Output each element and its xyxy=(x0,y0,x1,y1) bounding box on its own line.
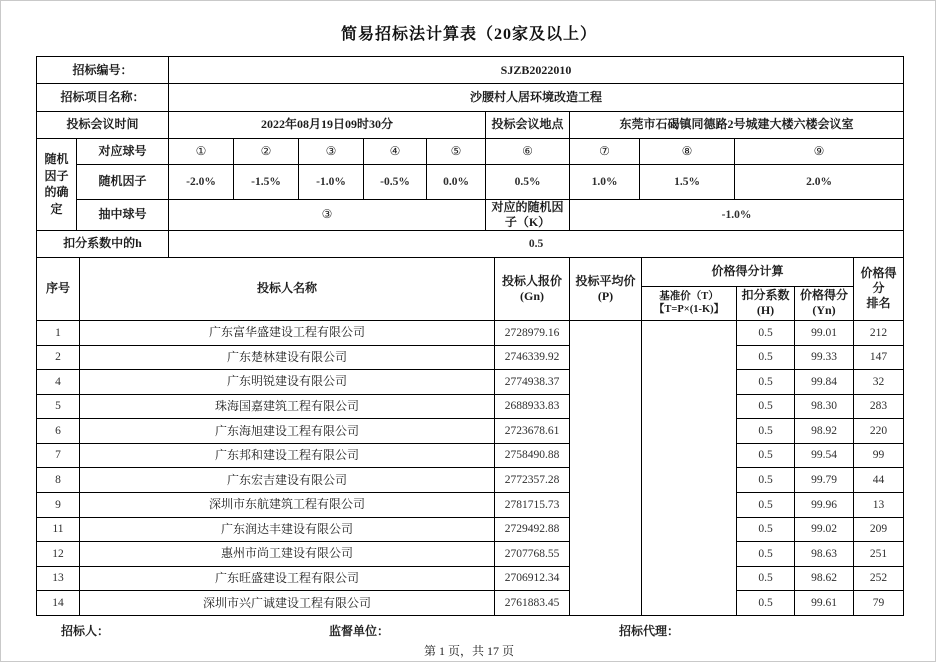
table-row xyxy=(37,345,904,370)
ball-9: ⑨ xyxy=(735,138,904,164)
bid-number-value: SJZB2022010 xyxy=(169,57,904,84)
col-header-calc-group: 价格得分计算 xyxy=(642,257,854,286)
score-rank: 220 xyxy=(854,419,904,444)
score-rank: 32 xyxy=(854,370,904,395)
score-rank: 209 xyxy=(854,517,904,542)
h-label: 扣分系数中的h xyxy=(37,230,169,257)
ball-1: ① xyxy=(169,138,234,164)
ball-8: ⑧ xyxy=(640,138,735,164)
col-header-score: 价格得分 (Yn) xyxy=(795,286,854,320)
info-table xyxy=(36,56,904,139)
main-table xyxy=(36,257,904,616)
price-score: 98.30 xyxy=(795,394,854,419)
price-score: 99.02 xyxy=(795,517,854,542)
row-no: 13 xyxy=(37,566,80,591)
bid-price: 2728979.16 xyxy=(495,320,570,345)
h-coef: 0.5 xyxy=(737,443,795,468)
row-no: 7 xyxy=(37,443,80,468)
bid-price: 2746339.92 xyxy=(495,345,570,370)
row-no: 11 xyxy=(37,517,80,542)
calc-sheet xyxy=(36,56,903,616)
project-name-label: 招标项目名称： xyxy=(37,84,169,111)
random-factor-table xyxy=(36,138,904,258)
bidder-name: 广东润达丰建设有限公司 xyxy=(80,517,495,542)
meeting-place-value: 东莞市石碣镇同德路2号城建大楼六楼会议室 xyxy=(570,111,904,138)
ball-6: ⑥ xyxy=(486,138,570,164)
score-rank: 99 xyxy=(854,443,904,468)
bidder-name: 广东海旭建设工程有限公司 xyxy=(80,419,495,444)
ball-2: ② xyxy=(234,138,299,164)
drawn-ball-label: 抽中球号 xyxy=(77,199,169,230)
table-row xyxy=(37,493,904,518)
ball-4: ④ xyxy=(364,138,427,164)
price-score: 99.01 xyxy=(795,320,854,345)
agent-signature-label: 招标代理： xyxy=(619,624,680,638)
table-row xyxy=(37,468,904,493)
score-rank: 251 xyxy=(854,542,904,567)
score-rank: 212 xyxy=(854,320,904,345)
table-row xyxy=(37,566,904,591)
page-number: 第 1 页，共 17 页 xyxy=(423,644,514,658)
h-coef: 0.5 xyxy=(737,419,795,444)
bidder-name: 广东邦和建设工程有限公司 xyxy=(80,443,495,468)
factor-row-label: 随机因子 xyxy=(77,164,169,199)
row-no: 14 xyxy=(37,591,80,616)
row-no: 4 xyxy=(37,370,80,395)
price-score: 99.33 xyxy=(795,345,854,370)
bid-price: 2781715.73 xyxy=(495,493,570,518)
h-coef: 0.5 xyxy=(737,394,795,419)
table-row xyxy=(37,443,904,468)
h-coef: 0.5 xyxy=(737,320,795,345)
factor-5: 0.0% xyxy=(427,164,486,199)
factor-4: -0.5% xyxy=(364,164,427,199)
h-coef: 0.5 xyxy=(737,542,795,567)
price-score: 99.61 xyxy=(795,591,854,616)
col-header-price: 投标人报价 (Gn) xyxy=(495,257,570,320)
factor-7: 1.0% xyxy=(570,164,640,199)
bid-price: 2723678.61 xyxy=(495,419,570,444)
bidder-name: 深圳市东航建筑工程有限公司 xyxy=(80,493,495,518)
table-row xyxy=(37,419,904,444)
h-coef: 0.5 xyxy=(737,517,795,542)
score-rank: 252 xyxy=(854,566,904,591)
row-no: 8 xyxy=(37,468,80,493)
table-row xyxy=(37,394,904,419)
bid-price: 2688933.83 xyxy=(495,394,570,419)
ball-7: ⑦ xyxy=(570,138,640,164)
row-no: 2 xyxy=(37,345,80,370)
project-name-value: 沙腰村人居环境改造工程 xyxy=(169,84,904,111)
row-no: 1 xyxy=(37,320,80,345)
meeting-time-value: 2022年08月19日09时30分 xyxy=(169,111,486,138)
col-header-no: 序号 xyxy=(37,257,80,320)
bid-price: 2774938.37 xyxy=(495,370,570,395)
score-rank: 13 xyxy=(854,493,904,518)
price-score: 98.92 xyxy=(795,419,854,444)
price-score: 98.62 xyxy=(795,566,854,591)
bidder-name: 广东明锐建设有限公司 xyxy=(80,370,495,395)
col-header-h: 扣分系数 (H) xyxy=(737,286,795,320)
price-score: 99.96 xyxy=(795,493,854,518)
table-row xyxy=(37,517,904,542)
supervisor-signature-label: 监督单位： xyxy=(329,624,390,638)
price-score: 99.54 xyxy=(795,443,854,468)
table-row xyxy=(37,542,904,567)
bidder-name: 惠州市尚工建设有限公司 xyxy=(80,542,495,567)
price-score: 99.79 xyxy=(795,468,854,493)
score-rank: 44 xyxy=(854,468,904,493)
col-header-rank: 价格得分 排名 xyxy=(854,257,904,320)
h-coef: 0.5 xyxy=(737,468,795,493)
bidder-signature-label: 招标人： xyxy=(61,624,110,638)
table-row xyxy=(37,370,904,395)
meeting-place-label: 投标会议地点 xyxy=(486,111,570,138)
score-rank: 79 xyxy=(854,591,904,616)
factor-2: -1.5% xyxy=(234,164,299,199)
score-rank: 283 xyxy=(854,394,904,419)
factor-9: 2.0% xyxy=(735,164,904,199)
factor-8: 1.5% xyxy=(640,164,735,199)
col-header-base: 基准价（T） 【T=P×(1-K)】 xyxy=(642,286,737,320)
bidder-name: 广东富华盛建设工程有限公司 xyxy=(80,320,495,345)
base-price-cell xyxy=(642,320,737,615)
avg-price-cell xyxy=(570,320,642,615)
row-no: 12 xyxy=(37,542,80,567)
h-coef: 0.5 xyxy=(737,566,795,591)
bid-price: 2729492.88 xyxy=(495,517,570,542)
bidder-name: 广东楚林建设有限公司 xyxy=(80,345,495,370)
k-value: -1.0% xyxy=(570,199,904,230)
ball-3: ③ xyxy=(299,138,364,164)
bid-price: 2758490.88 xyxy=(495,443,570,468)
h-coef: 0.5 xyxy=(737,370,795,395)
bidder-name: 广东旺盛建设工程有限公司 xyxy=(80,566,495,591)
random-factor-section-label: 随机因子的确定 xyxy=(37,138,77,230)
bid-price: 2706912.34 xyxy=(495,566,570,591)
bid-price: 2707768.55 xyxy=(495,542,570,567)
bidder-name: 广东宏吉建设有限公司 xyxy=(80,468,495,493)
h-coef: 0.5 xyxy=(737,345,795,370)
bid-price: 2761883.45 xyxy=(495,591,570,616)
col-header-avg: 投标平均价 (P) xyxy=(570,257,642,320)
factor-6: 0.5% xyxy=(486,164,570,199)
bid-number-label: 招标编号： xyxy=(37,57,169,84)
price-score: 99.84 xyxy=(795,370,854,395)
ball-row-label: 对应球号 xyxy=(77,138,169,164)
bidder-name: 珠海国嘉建筑工程有限公司 xyxy=(80,394,495,419)
bid-price: 2772357.28 xyxy=(495,468,570,493)
h-coef: 0.5 xyxy=(737,591,795,616)
row-no: 5 xyxy=(37,394,80,419)
factor-1: -2.0% xyxy=(169,164,234,199)
drawn-ball-value: ③ xyxy=(169,199,486,230)
score-rank: 147 xyxy=(854,345,904,370)
ball-5: ⑤ xyxy=(427,138,486,164)
h-value: 0.5 xyxy=(169,230,904,257)
row-no: 9 xyxy=(37,493,80,518)
row-no: 6 xyxy=(37,419,80,444)
k-label: 对应的随机因子（K） xyxy=(486,199,570,230)
table-row xyxy=(37,320,904,345)
table-row xyxy=(37,591,904,616)
bidder-name: 深圳市兴广诚建设工程有限公司 xyxy=(80,591,495,616)
price-score: 98.63 xyxy=(795,542,854,567)
col-header-bidder: 投标人名称 xyxy=(80,257,495,320)
meeting-time-label: 投标会议时间 xyxy=(37,111,169,138)
h-coef: 0.5 xyxy=(737,493,795,518)
page-title: 简易招标法计算表（20家及以上） xyxy=(340,26,597,43)
factor-3: -1.0% xyxy=(299,164,364,199)
